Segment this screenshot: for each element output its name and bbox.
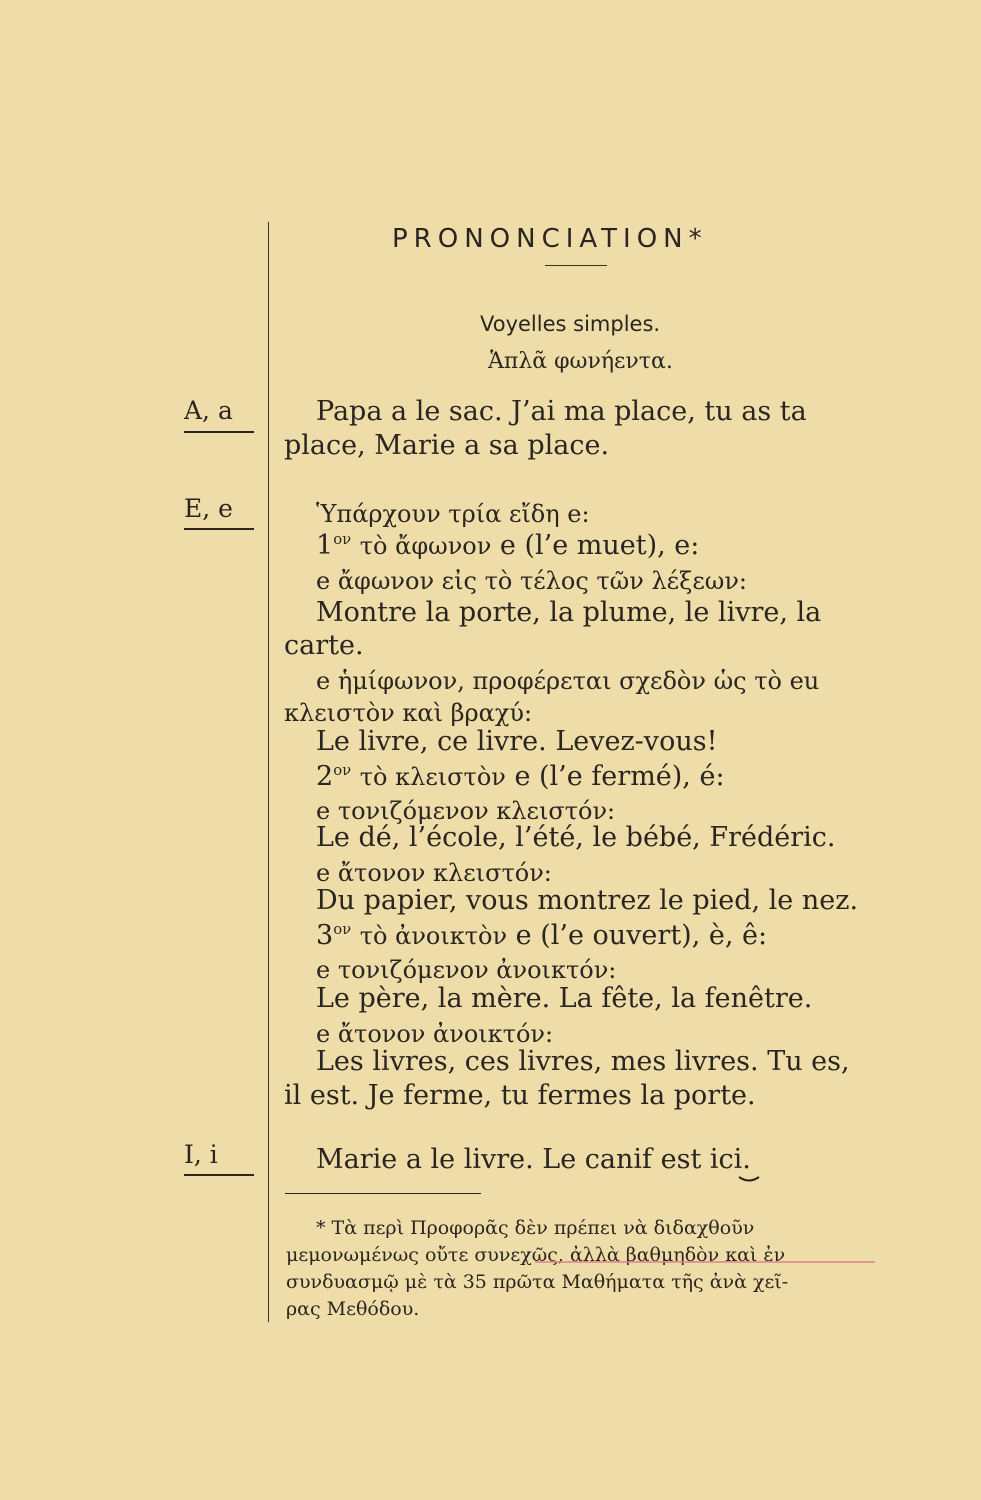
text-line: e ἄτονον κλειστόν:: [316, 859, 552, 887]
page-title: PRONONCIATION*: [392, 224, 708, 254]
text-line: Montre la porte, la plume, le livre, la: [316, 597, 822, 628]
text-line: e ἄτονον ἀνοικτόν:: [316, 1020, 554, 1048]
text-line: Le père, la mère. La fête, la fenêtre.: [316, 983, 813, 1014]
text-line: Le dé, l’école, l’été, le bébé, Frédéric.: [316, 822, 836, 853]
footnote-line: ρας Μεθόδου.: [286, 1298, 420, 1320]
text-line: e τονιζόμενον ἀνοικτόν:: [316, 956, 617, 984]
vowel-label-e: E, e: [184, 494, 233, 523]
text-line: e ἡμίφωνον, προφέρεται σχεδὸν ὡς τὸ eu: [316, 667, 820, 695]
text-line: Du papier, vous montrez le pied, le nez.: [316, 885, 859, 916]
text-line: $2^{o\nu}$ τὸ κλειστὸν e (l’e fermé), é:: [316, 761, 725, 792]
text-line: e ἄφωνον εἰς τὸ τέλος τῶν λέξεων:: [316, 567, 747, 595]
text-line: e τονιζόμενον κλειστόν:: [316, 797, 616, 825]
text-line: κλειστὸν καὶ βραχύ:: [284, 699, 533, 727]
pencil-underline: [535, 1260, 875, 1264]
vowel-label-rule: [184, 1174, 254, 1176]
text-line: Les livres, ces livres, mes livres. Tu es,: [316, 1046, 850, 1077]
text-line: place, Marie a sa place.: [284, 430, 610, 461]
text-line: Papa a le sac. J’ai ma place, tu as ta: [316, 396, 807, 427]
footnote-rule: [285, 1193, 481, 1194]
margin-rule: [268, 222, 269, 1322]
text-line: $3^{o\nu}$ τὸ ἀνοικτὸν e (l’e ouvert), è, ê:: [316, 920, 768, 951]
title-divider: [545, 265, 607, 266]
vowel-label-a: A, a: [184, 396, 233, 425]
footnote-line: συνδυασμῷ μὲ τὰ 35 πρῶτα Μαθήματα τῆς ἀνὰ χεῖ-: [286, 1271, 789, 1293]
text-line: Le livre, ce livre. Levez-vous!: [316, 726, 718, 757]
vowel-label-rule: [184, 431, 254, 433]
text-line: carte.: [284, 630, 364, 661]
footnote-line: μεμονωμένως οὔτε συνεχῶς, ἀλλὰ βαθμηδὸν καὶ ἐν: [286, 1244, 786, 1266]
vowel-label-rule: [184, 528, 254, 530]
end-swash-icon: [738, 1175, 760, 1183]
section-subtitle: Voyelles simples.: [480, 312, 661, 336]
footnote-line: * Τὰ περὶ Προφορᾶς δὲν πρέπει νὰ διδαχθοῦν: [316, 1217, 755, 1239]
section-subtitle-greek: Ἁπλᾶ φωνήεντα.: [488, 349, 673, 374]
text-line: Marie a le livre. Le canif est ici.: [316, 1144, 751, 1175]
text-line: Ὑπάρχουν τρία εἴδη e:: [316, 500, 590, 528]
text-line: $1^{o\nu}$ τὸ ἄφωνον e (l’e muet), e:: [316, 530, 700, 561]
vowel-label-i: I, i: [184, 1140, 218, 1169]
text-line: il est. Je ferme, tu fermes la porte.: [284, 1080, 756, 1111]
